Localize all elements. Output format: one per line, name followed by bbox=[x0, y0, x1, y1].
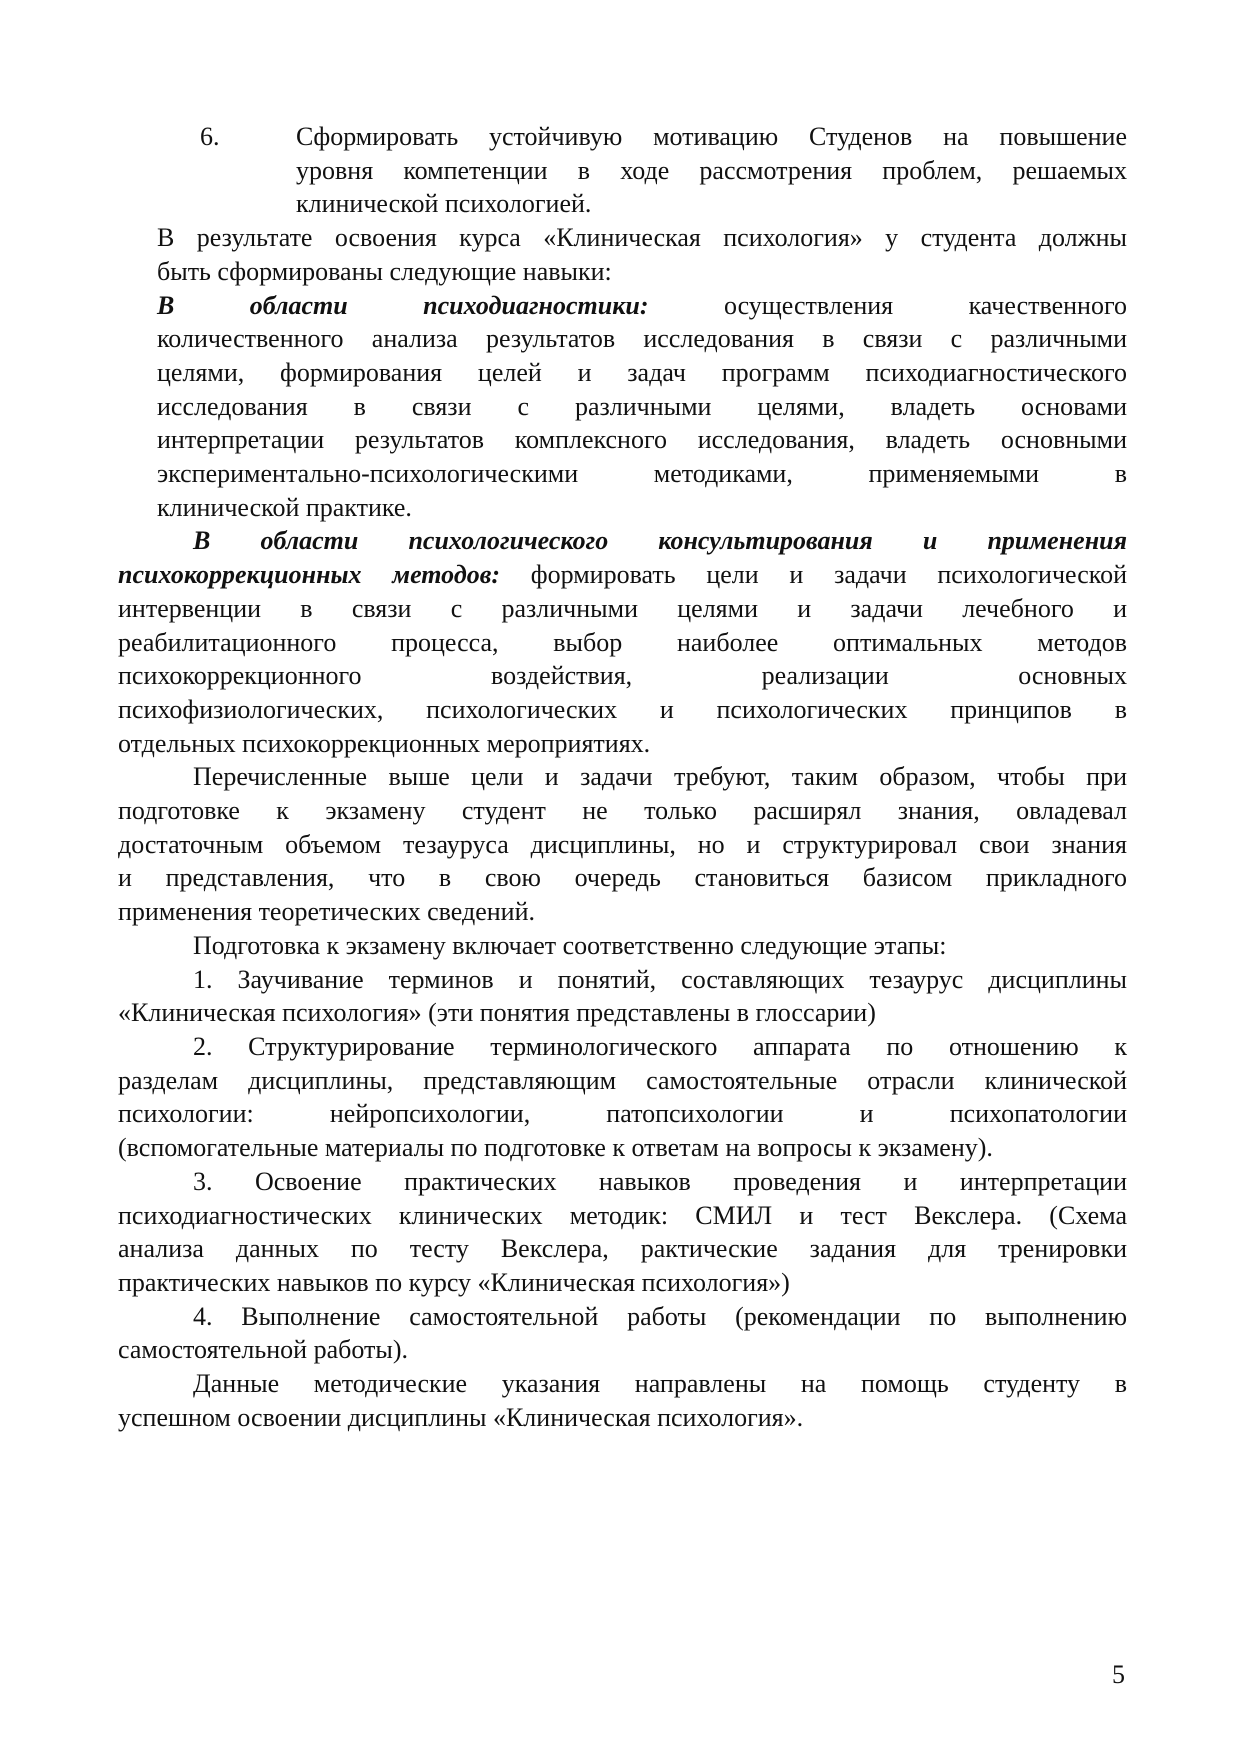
paragraph bbox=[118, 929, 1127, 963]
text-line bbox=[157, 390, 1127, 424]
paragraph bbox=[118, 1367, 1127, 1434]
line-text: психокоррекционного воздействия, реализации основных bbox=[118, 661, 1127, 691]
paragraph bbox=[118, 1030, 1127, 1165]
line-text: Подготовка к экзамену включает соответственно следующие этапы: bbox=[193, 930, 947, 960]
line-text: 3. Освоение практических навыков проведения и интерпретации bbox=[193, 1166, 1127, 1196]
text-line bbox=[118, 1199, 1127, 1233]
line-text: и представления, что в свою очередь становиться базисом прикладного bbox=[118, 863, 1127, 893]
text-line bbox=[157, 289, 1127, 323]
paragraph bbox=[118, 1300, 1127, 1367]
section-paragraph bbox=[118, 524, 1127, 760]
text-line bbox=[157, 423, 1127, 457]
line-text: В результате освоения курса «Клиническая психология» у студента должны bbox=[157, 223, 1127, 253]
text-line bbox=[118, 1266, 1127, 1300]
text-line bbox=[157, 491, 1127, 525]
text-line bbox=[118, 727, 1127, 761]
text-line bbox=[157, 356, 1127, 390]
text-line bbox=[157, 255, 1127, 289]
text-line bbox=[118, 760, 1127, 794]
text-line bbox=[118, 693, 1127, 727]
numbered-goal bbox=[200, 120, 1127, 221]
text-line bbox=[118, 895, 1127, 929]
text-line bbox=[118, 1333, 1127, 1367]
line-text: психологии: нейропсихологии, патопсихологии и психопатологии bbox=[118, 1099, 1127, 1129]
line-text: успешном освоении дисциплины «Клиническая психология». bbox=[118, 1402, 804, 1432]
text-line bbox=[118, 963, 1127, 997]
line-text: клинической практике. bbox=[157, 492, 412, 522]
text-line bbox=[118, 558, 1127, 592]
line-text: реабилитационного процесса, выбор наиболее оптимальных методов bbox=[118, 627, 1127, 657]
list-number: 6. bbox=[200, 122, 220, 151]
paragraph bbox=[157, 289, 1127, 525]
paragraph bbox=[118, 963, 1127, 1030]
line-text: (вспомогательные материалы по подготовке к ответам на вопросы к экзамену). bbox=[118, 1133, 993, 1163]
line-text: интервенции в связи с различными целями и задачи лечебного и bbox=[118, 593, 1127, 623]
line-text: быть сформированы следующие навыки: bbox=[157, 256, 612, 286]
text-line bbox=[118, 524, 1127, 558]
line-text: психофизиологических, психологических и психологических принципов в bbox=[118, 694, 1127, 724]
line-text: экспериментально-психологическими методиками, применяемыми в bbox=[157, 459, 1127, 489]
line-text: исследования в связи с различными целями, владеть основами bbox=[157, 391, 1127, 421]
text-line bbox=[157, 457, 1127, 491]
line-text: психодиагностических клинических методик: СМИЛ и тест Векслера. (Схема bbox=[118, 1200, 1127, 1230]
paragraph bbox=[157, 221, 1127, 288]
line-text: 1. Заучивание терминов и понятий, составляющих тезаурус дисциплины bbox=[193, 964, 1127, 994]
line-text: 2. Структурирование терминологического аппарата по отношению к bbox=[193, 1031, 1127, 1061]
line-text: Перечисленные выше цели и задачи требуют, таким образом, чтобы при bbox=[193, 762, 1127, 792]
text-line bbox=[118, 1232, 1127, 1266]
line-text: подготовке к экзамену студент не только расширял знания, овладевал bbox=[118, 796, 1127, 826]
text-line bbox=[118, 1401, 1127, 1435]
text-line bbox=[118, 1097, 1127, 1131]
text-line bbox=[118, 929, 1127, 963]
line-text: применения теоретических сведений. bbox=[118, 897, 536, 927]
line-text: Данные методические указания направлены на помощь студенту в bbox=[193, 1369, 1127, 1399]
text-line bbox=[118, 1367, 1127, 1401]
paragraph bbox=[118, 760, 1127, 929]
line-text: отдельных психокоррекционных мероприятиях. bbox=[118, 728, 651, 758]
line-text: разделам дисциплины, представляющим самостоятельные отрасли клинической bbox=[118, 1065, 1127, 1095]
line-text: практических навыков по курсу «Клиническая психология») bbox=[118, 1267, 790, 1297]
text-line bbox=[118, 1064, 1127, 1098]
text-line bbox=[118, 1165, 1127, 1199]
emphasized-heading: психокоррекционных методов: bbox=[118, 560, 501, 590]
line-text: анализа данных по тесту Векслера, рактические задания для тренировки bbox=[118, 1234, 1127, 1264]
line-text: уровня компетенции в ходе рассмотрения проблем, решаемых bbox=[296, 155, 1127, 185]
paragraph bbox=[118, 1165, 1127, 1300]
text-line bbox=[296, 120, 1127, 154]
line-text: формировать цели и задачи психологической bbox=[500, 560, 1127, 590]
text-line bbox=[118, 1030, 1127, 1064]
text-line bbox=[118, 828, 1127, 862]
line-text: Сформировать устойчивую мотивацию Студенов на повышение bbox=[296, 122, 1127, 151]
text-line bbox=[157, 221, 1127, 255]
text-line bbox=[157, 322, 1127, 356]
emphasized-heading: В области психологического консультирования и применения bbox=[193, 526, 1127, 556]
text-line bbox=[118, 659, 1127, 693]
line-text: самостоятельной работы). bbox=[118, 1335, 408, 1365]
line-text: достаточным объемом тезауруса дисциплины, но и структурировал свои знания bbox=[118, 829, 1127, 859]
line-text: 4. Выполнение самостоятельной работы (рекомендации по выполнению bbox=[193, 1301, 1127, 1331]
emphasized-heading: В области психодиагностики: bbox=[157, 290, 649, 320]
line-text: «Клиническая психология» (эти понятия представлены в глоссарии) bbox=[118, 998, 876, 1028]
text-line bbox=[118, 861, 1127, 895]
line-text: осуществления качественного bbox=[648, 290, 1127, 320]
line-text: клинической психологией. bbox=[296, 189, 592, 219]
text-line bbox=[118, 592, 1127, 626]
page-number: 5 bbox=[1112, 1660, 1125, 1689]
text-line bbox=[118, 1300, 1127, 1334]
line-text: интерпретации результатов комплексного исследования, владеть основными bbox=[157, 425, 1127, 455]
text-line bbox=[118, 794, 1127, 828]
line-text: целями, формирования целей и задач программ психодиагностического bbox=[157, 357, 1127, 387]
text-line bbox=[118, 1131, 1127, 1165]
document-body bbox=[118, 120, 1127, 1434]
text-line bbox=[118, 996, 1127, 1030]
text-line bbox=[296, 154, 1127, 188]
text-line bbox=[118, 626, 1127, 660]
text-line bbox=[296, 187, 1127, 221]
line-text: количественного анализа результатов исследования в связи с различными bbox=[157, 324, 1127, 354]
